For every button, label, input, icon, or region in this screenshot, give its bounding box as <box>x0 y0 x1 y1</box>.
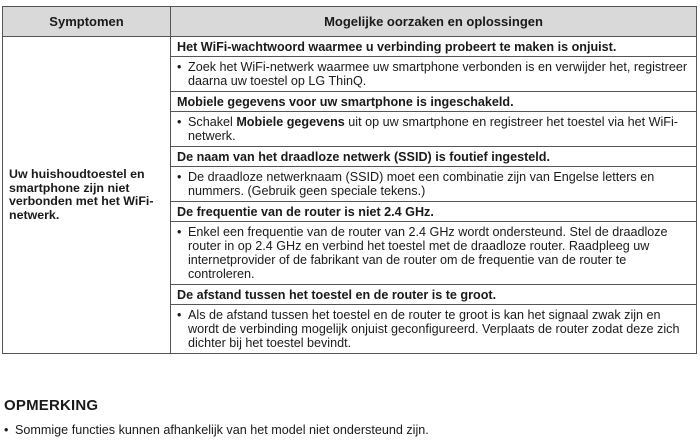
cause-heading: Mobiele gegevens voor uw smartphone is ingeschakeld. <box>171 92 696 112</box>
solution-text: Als de afstand tussen het toestel en de router te groot is kan het signaal zwak zijn en wordt de verbinding mogelijk onjuist geconfigureerd. Verplaats de router zodat deze zich dichter bij het toestel bevindt. <box>188 308 680 350</box>
cause-cell <box>171 202 697 285</box>
cause-solution <box>171 167 696 201</box>
solution-text: De draadloze netwerknaam (SSID) moet een combinatie zijn van Engelse letters en nummers. (Gebruik geen speciale tekens.) <box>188 170 655 198</box>
cause-cell <box>171 37 697 92</box>
cause-solution <box>171 222 696 284</box>
solution-text-bold: Mobiele gegevens <box>236 115 345 129</box>
bullet-glyph: • <box>177 170 182 184</box>
cause-solution <box>171 57 696 91</box>
troubleshooting-table <box>2 6 697 354</box>
cause-heading: De afstand tussen het toestel en de router is te groot. <box>171 285 696 305</box>
note-item <box>4 423 429 437</box>
note-text: Sommige functies kunnen afhankelijk van het model niet ondersteund zijn. <box>15 423 429 437</box>
cause-heading: De frequentie van de router is niet 2.4 GHz. <box>171 202 696 222</box>
cause-solution <box>171 305 696 353</box>
solution-text: Enkel een frequentie van de router van 2.4 GHz wordt ondersteund. Stel de draadloze router in op 2.4 GHz en verbind het toestel met de draadloze router. Raadpleeg uw internetprovider of de fabrikant van de router om de frequentie van de router te controleren. <box>188 225 668 281</box>
bullet-glyph: • <box>177 308 182 322</box>
cause-heading: Het WiFi-wachtwoord waarmee u verbinding probeert te maken is onjuist. <box>171 37 696 57</box>
solution-text <box>188 115 690 143</box>
bullet-glyph: • <box>177 60 182 74</box>
header-symptom: Symptomen <box>3 7 171 37</box>
bullet-glyph: • <box>4 423 9 437</box>
bullet-glyph: • <box>177 115 182 129</box>
table-header-row <box>3 7 697 37</box>
solution-text: Zoek het WiFi-netwerk waarmee uw smartphone verbonden is en verwijder het, registreer daarna uw toestel op LG ThinQ. <box>188 60 688 88</box>
solution-text-pre: Schakel <box>188 115 237 129</box>
header-causes: Mogelijke oorzaken en oplossingen <box>171 7 697 37</box>
note-title: OPMERKING <box>4 397 99 414</box>
cause-heading: De naam van het draadloze netwerk (SSID) is foutief ingesteld. <box>171 147 696 167</box>
cause-cell <box>171 92 697 147</box>
bullet-glyph: • <box>177 225 182 239</box>
cause-cell <box>171 147 697 202</box>
cause-solution <box>171 112 696 146</box>
symptom-cell: Uw huishoudtoestel en smartphone zijn niet verbonden met het WiFi-netwerk. <box>3 37 171 354</box>
table-row-cause-1 <box>3 37 697 92</box>
cause-cell <box>171 285 697 354</box>
solution-text-post: uit op uw smartphone en registreer het toestel via het WiFi-netwerk. <box>188 115 678 143</box>
